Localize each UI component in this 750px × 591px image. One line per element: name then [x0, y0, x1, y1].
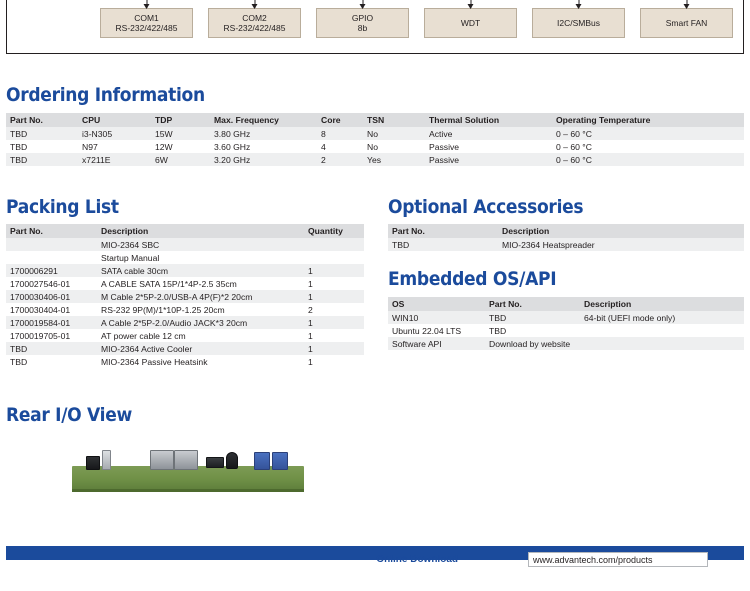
block-gpio-line1: GPIO — [351, 13, 374, 23]
block-wdt-line1: WDT — [460, 18, 481, 28]
col-thermal-solution: Thermal Solution — [425, 113, 552, 127]
packing-list-title: Packing List — [6, 196, 119, 218]
col-cpu: CPU — [78, 113, 151, 127]
cell-os: Ubuntu 22.04 LTS — [392, 325, 462, 336]
cell-part-no: 1700030404-01 — [10, 304, 71, 315]
arrow-down-icon — [146, 0, 147, 8]
cell-part-no: TBD — [10, 343, 28, 354]
block-smartfan-line1: Smart FAN — [665, 18, 708, 28]
cell-description: 64-bit (UEFI mode only) — [584, 312, 676, 323]
table-header-row — [6, 113, 744, 127]
block-gpio — [316, 8, 409, 38]
connector-lan1 — [150, 450, 174, 470]
online-download-url[interactable]: www.advantech.com/products — [528, 552, 708, 567]
cell-quantity — [304, 251, 364, 264]
col-part-no: Part No. — [485, 297, 580, 311]
table-row — [6, 329, 364, 342]
block-diagram-row — [100, 8, 733, 38]
connector-usb1 — [254, 452, 270, 470]
cell-description: M Cable 2*5P-2.0/USB-A 4P(F)*2 20cm — [101, 291, 253, 302]
cell-tsn: No — [367, 141, 378, 152]
cell-quantity: 1 — [308, 317, 313, 328]
col-os: OS — [388, 297, 485, 311]
cell-description: MIO-2364 Passive Heatsink — [101, 356, 208, 367]
cell-description: AT power cable 12 cm — [101, 330, 186, 341]
cell-part-no: 1700030406-01 — [10, 291, 71, 302]
table-row — [388, 337, 744, 350]
cell-part-no: 1700006291 — [10, 265, 58, 276]
cell-quantity: 1 — [308, 265, 313, 276]
cell-cpu: x7211E — [82, 154, 111, 165]
cell-quantity: 1 — [308, 343, 313, 354]
cell-thermal-solution: Active — [429, 128, 453, 139]
cell-part-no: TBD — [489, 325, 507, 336]
cell-quantity: 1 — [308, 356, 313, 367]
cell-part-no: TBD — [489, 312, 507, 323]
connector-lan2 — [174, 450, 198, 470]
cell-max-frequency: 3.60 GHz — [214, 141, 251, 152]
cell-operating-temperature: 0 – 60 °C — [556, 154, 592, 165]
cell-core: 8 — [321, 128, 326, 139]
col-description: Description — [580, 297, 744, 311]
table-row — [388, 238, 744, 251]
cell-description: SATA cable 30cm — [101, 265, 169, 276]
cell-description: RS-232 9P(M)/1*10P-1.25 20cm — [101, 304, 225, 315]
arrow-down-icon — [362, 0, 363, 8]
block-com2-line2: RS-232/422/485 — [223, 23, 286, 33]
table-row — [6, 277, 364, 290]
col-tdp: TDP — [151, 113, 210, 127]
col-part-no: Part No. — [388, 224, 498, 238]
table-row — [6, 238, 364, 251]
cell-quantity: 1 — [308, 278, 313, 289]
cell-part-no: TBD — [10, 356, 28, 367]
ordering-information-table — [6, 113, 744, 166]
cell-quantity — [304, 238, 364, 251]
cell-description: MIO-2364 Heatspreader — [502, 239, 595, 250]
table-row — [6, 303, 364, 316]
cell-quantity: 2 — [308, 304, 313, 315]
cell-part-no — [6, 251, 97, 264]
block-com2 — [208, 8, 301, 38]
cell-description: Startup Manual — [101, 252, 160, 263]
arrow-down-icon — [578, 0, 579, 8]
table-row — [6, 355, 364, 368]
table-row — [6, 264, 364, 277]
col-part-no: Part No. — [6, 224, 97, 238]
block-smart-fan — [640, 8, 733, 38]
table-row — [6, 251, 364, 264]
col-part-no: Part No. — [6, 113, 78, 127]
cell-part-no: 1700027546-01 — [10, 278, 71, 289]
cell-quantity: 1 — [308, 291, 313, 302]
table-row — [6, 342, 364, 355]
table-row — [6, 140, 744, 153]
cell-description — [580, 337, 744, 350]
cell-thermal-solution: Passive — [429, 141, 460, 152]
cell-tsn: Yes — [367, 154, 382, 165]
connector-usb2 — [272, 452, 288, 470]
block-com1-line2: RS-232/422/485 — [115, 23, 178, 33]
cell-description: MIO-2364 Active Cooler — [101, 343, 193, 354]
cell-tdp: 15W — [155, 128, 173, 139]
block-com1-line1: COM1 — [134, 13, 159, 23]
col-description: Description — [97, 224, 304, 238]
packing-list-table — [6, 224, 364, 368]
table-header-row — [6, 224, 364, 238]
col-core: Core — [317, 113, 363, 127]
table-row — [388, 324, 744, 337]
cell-os: WIN10 — [392, 312, 419, 323]
cell-max-frequency: 3.80 GHz — [214, 128, 251, 139]
cell-quantity: 1 — [308, 330, 313, 341]
table-row — [6, 316, 364, 329]
cell-part-no: 1700019705-01 — [10, 330, 71, 341]
block-i2c-line1: I2C/SMBus — [557, 18, 600, 28]
embedded-os-api-table — [388, 297, 744, 350]
block-com1 — [100, 8, 193, 38]
rear-io-board-image — [60, 440, 310, 500]
col-tsn: TSN — [363, 113, 425, 127]
block-com2-line1: COM2 — [242, 13, 267, 23]
arrow-down-icon — [470, 0, 471, 8]
table-row — [6, 290, 364, 303]
table-row — [6, 127, 744, 140]
optional-accessories-title: Optional Accessories — [388, 196, 584, 218]
optional-accessories-table — [388, 224, 744, 251]
cell-core: 4 — [321, 141, 326, 152]
cell-os: Software API — [392, 338, 442, 349]
connector-bracket — [102, 450, 111, 470]
cell-tsn: No — [367, 128, 378, 139]
table-row — [6, 153, 744, 166]
col-quantity: Quantity — [304, 224, 364, 238]
cell-operating-temperature: 0 – 60 °C — [556, 128, 592, 139]
col-operating-temperature: Operating Temperature — [552, 113, 744, 127]
cell-operating-temperature: 0 – 60 °C — [556, 141, 592, 152]
ordering-information-title: Ordering Information — [6, 84, 205, 106]
cell-part-no: Download by website — [489, 338, 571, 349]
table-header-row — [388, 297, 744, 311]
connector-power — [86, 456, 100, 470]
cell-core: 2 — [321, 154, 326, 165]
table-header-row — [388, 224, 744, 238]
cell-cpu: i3-N305 — [82, 128, 113, 139]
col-description: Description — [498, 224, 744, 238]
cell-description: A Cable 2*5P-2.0/Audio JACK*3 20cm — [101, 317, 248, 328]
cell-thermal-solution: Passive — [429, 154, 460, 165]
cell-part-no: TBD — [392, 239, 410, 250]
cell-part-no — [6, 238, 97, 251]
arrow-down-icon — [686, 0, 687, 8]
pcb-edge — [72, 489, 304, 492]
col-max-frequency: Max. Frequency — [210, 113, 317, 127]
cell-max-frequency: 3.20 GHz — [214, 154, 251, 165]
embedded-os-api-title: Embedded OS/API — [388, 268, 557, 290]
connector-hdmi — [206, 457, 224, 468]
cell-tdp: 12W — [155, 141, 173, 152]
block-wdt — [424, 8, 517, 38]
rear-io-view-title: Rear I/O View — [6, 404, 132, 426]
arrow-down-icon — [254, 0, 255, 8]
cell-tdp: 6W — [155, 154, 168, 165]
cell-description: A CABLE SATA 15P/1*4P-2.5 35cm — [101, 278, 237, 289]
cell-description: MIO-2364 SBC — [101, 239, 160, 250]
table-row — [388, 311, 744, 324]
cell-part-no: TBD — [10, 141, 28, 152]
block-i2c-smbus — [532, 8, 625, 38]
cell-description — [580, 324, 744, 337]
cell-part-no: TBD — [10, 154, 28, 165]
cell-part-no: TBD — [10, 128, 28, 139]
online-download-label: Online Download — [376, 554, 458, 565]
cell-cpu: N97 — [82, 141, 98, 152]
connector-audio — [226, 452, 238, 469]
block-gpio-line2: 8b — [357, 23, 368, 33]
cell-part-no: 1700019584-01 — [10, 317, 71, 328]
